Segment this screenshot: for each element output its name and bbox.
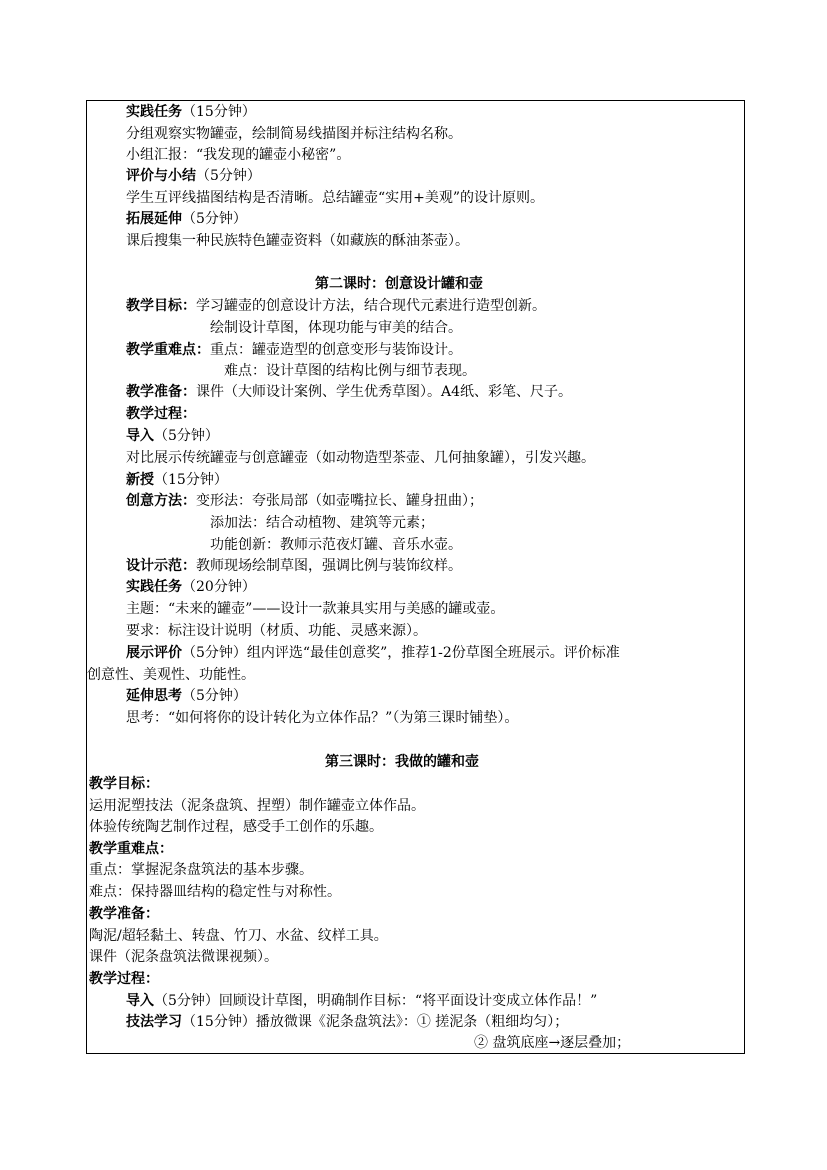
lesson2-key-1: 重点：罐壶造型的创意变形与装饰设计。: [210, 342, 462, 358]
lesson2-key-label: 教学重难点：: [126, 342, 210, 358]
lesson2-demo-text: 教师现场绘制草图，强调比例与装饰纹样。: [196, 558, 462, 574]
lesson2-intro-time: （5分钟）: [154, 428, 219, 444]
lesson2-new-label: 新授: [126, 472, 154, 488]
evaluation-time: （5分钟）: [196, 168, 261, 184]
lesson3-goal-label: 教学目标：: [89, 776, 159, 792]
lesson3-prep-2: 课件（泥条盘筑法微课视频）。: [89, 949, 278, 965]
lesson2-goal-label: 教学目标：: [126, 298, 196, 314]
lesson2-method-1: 变形法：夸张局部（如壶嘴拉长、罐身扭曲）；: [196, 493, 483, 509]
lesson2-goal-line: [126, 295, 546, 317]
lesson3-skill-line: [126, 1011, 568, 1033]
lesson3-skill-text: （15分钟）播放微课《泥条盘筑法》：① 搓泥条（粗细均匀）；: [182, 1014, 569, 1030]
lesson2-method-3: 功能创新：教师示范夜灯罐、音乐水壶。: [210, 537, 462, 553]
evaluation-text: 学生互评线描图结构是否清晰。总结罐壶“实用+美观”的设计原则。: [126, 190, 545, 206]
lesson3-skill-label: 技法学习: [126, 1014, 182, 1030]
lesson3-key-2: 难点：保持器皿结构的稳定性与对称性。: [89, 884, 341, 900]
lesson2-ext-time: （5分钟）: [182, 688, 247, 704]
lesson2-show-text: （5分钟）组内评选“最佳创意奖”，推荐1-2份草图全班展示。评价标准: [182, 645, 620, 661]
lesson3-key-1: 重点：掌握泥条盘筑法的基本步骤。: [89, 862, 313, 878]
lesson2-new-line: [126, 469, 228, 491]
lesson2-goal-2: 绘制设计草图，体现功能与审美的结合。: [210, 320, 462, 336]
lesson2-theme: 主题：“未来的罐壶”——设计一款兼具实用与美感的罐或壶。: [126, 601, 505, 617]
lesson2-title: 第二课时：创意设计罐和壶: [315, 276, 483, 292]
lesson3-process-label: 教学过程：: [89, 971, 159, 987]
evaluation-line: [126, 165, 261, 187]
lesson2-prep-line: [126, 381, 572, 403]
extension-line: [126, 208, 247, 230]
practice-task-label: 实践任务: [126, 104, 182, 120]
lesson3-intro-label: 导入: [126, 993, 154, 1009]
lesson2-method-line: [126, 490, 483, 512]
lesson2-goal-1: 学习罐壶的创意设计方法，结合现代元素进行造型创新。: [196, 298, 546, 314]
lesson2-prep-label: 教学准备：: [126, 384, 196, 400]
extension-label: 拓展延伸: [126, 211, 182, 227]
lesson2-practice-time: （20分钟）: [182, 579, 256, 595]
lesson2-show-text2: 创意性、美观性、功能性。: [87, 667, 255, 683]
lesson3-intro-line: [126, 990, 597, 1012]
extension-text: 课后搜集一种民族特色罐壶资料（如藏族的酥油茶壶）。: [126, 233, 469, 249]
lesson2-intro-line: [126, 425, 219, 447]
extension-time: （5分钟）: [182, 211, 247, 227]
lesson2-ext-line: [126, 685, 247, 707]
lesson2-practice-line: [126, 576, 256, 598]
lesson2-process-label: 教学过程：: [126, 406, 196, 422]
lesson2-demo-line: [126, 555, 462, 577]
lesson3-goal-2: 体验传统陶艺制作过程，感受手工创作的乐趣。: [89, 819, 383, 835]
evaluation-label: 评价与小结: [126, 168, 196, 184]
practice-task-text: 分组观察实物罐壶，绘制简易线描图并标注结构名称。: [126, 126, 462, 142]
lesson3-intro-text: （5分钟）回顾设计草图，明确制作目标：“将平面设计变成立体作品！”: [154, 993, 598, 1009]
lesson2-new-time: （15分钟）: [154, 472, 228, 488]
lesson2-prep-text: 课件（大师设计案例、学生优秀草图）。A4纸、彩笔、尺子。: [196, 384, 573, 400]
lesson2-method-label: 创意方法：: [126, 493, 196, 509]
lesson2-ext-text: 思考：“如何将你的设计转化为立体作品？”（为第三课时铺垫）。: [126, 710, 519, 726]
lesson2-intro-text: 对比展示传统罐壶与创意罐壶（如动物造型茶壶、几何抽象罐），引发兴趣。: [126, 450, 595, 466]
lesson2-show-label: 展示评价: [126, 645, 182, 661]
lesson2-key-line: [126, 339, 462, 361]
lesson2-method-2: 添加法：结合动植物、建筑等元素；: [210, 515, 434, 531]
lesson3-skill-text2: ② 盘筑底座→逐层叠加；: [474, 1035, 631, 1051]
lesson2-key-2: 难点：设计草图的结构比例与细节表现。: [224, 363, 476, 379]
lesson2-demo-label: 设计示范：: [126, 558, 196, 574]
practice-task-time: （15分钟）: [182, 104, 256, 120]
lesson3-title: 第三课时：我做的罐和壶: [325, 754, 479, 770]
lesson3-key-label: 教学重难点：: [89, 841, 173, 857]
lesson2-practice-label: 实践任务: [126, 579, 182, 595]
lesson2-ext-label: 延伸思考: [126, 688, 182, 704]
group-report-text: 小组汇报：“我发现的罐壶小秘密”。: [126, 147, 351, 163]
lesson2-require: 要求：标注设计说明（材质、功能、灵感来源）。: [126, 623, 427, 639]
lesson3-goal-1: 运用泥塑技法（泥条盘筑、捏塑）制作罐壶立体作品。: [89, 798, 425, 814]
lesson3-prep-label: 教学准备：: [89, 906, 159, 922]
practice-task-line: [126, 101, 256, 123]
lesson2-show-line: [126, 642, 620, 664]
lesson3-prep-1: 陶泥/超轻黏土、转盘、竹刀、水盆、纹样工具。: [89, 928, 388, 944]
lesson2-intro-label: 导入: [126, 428, 154, 444]
